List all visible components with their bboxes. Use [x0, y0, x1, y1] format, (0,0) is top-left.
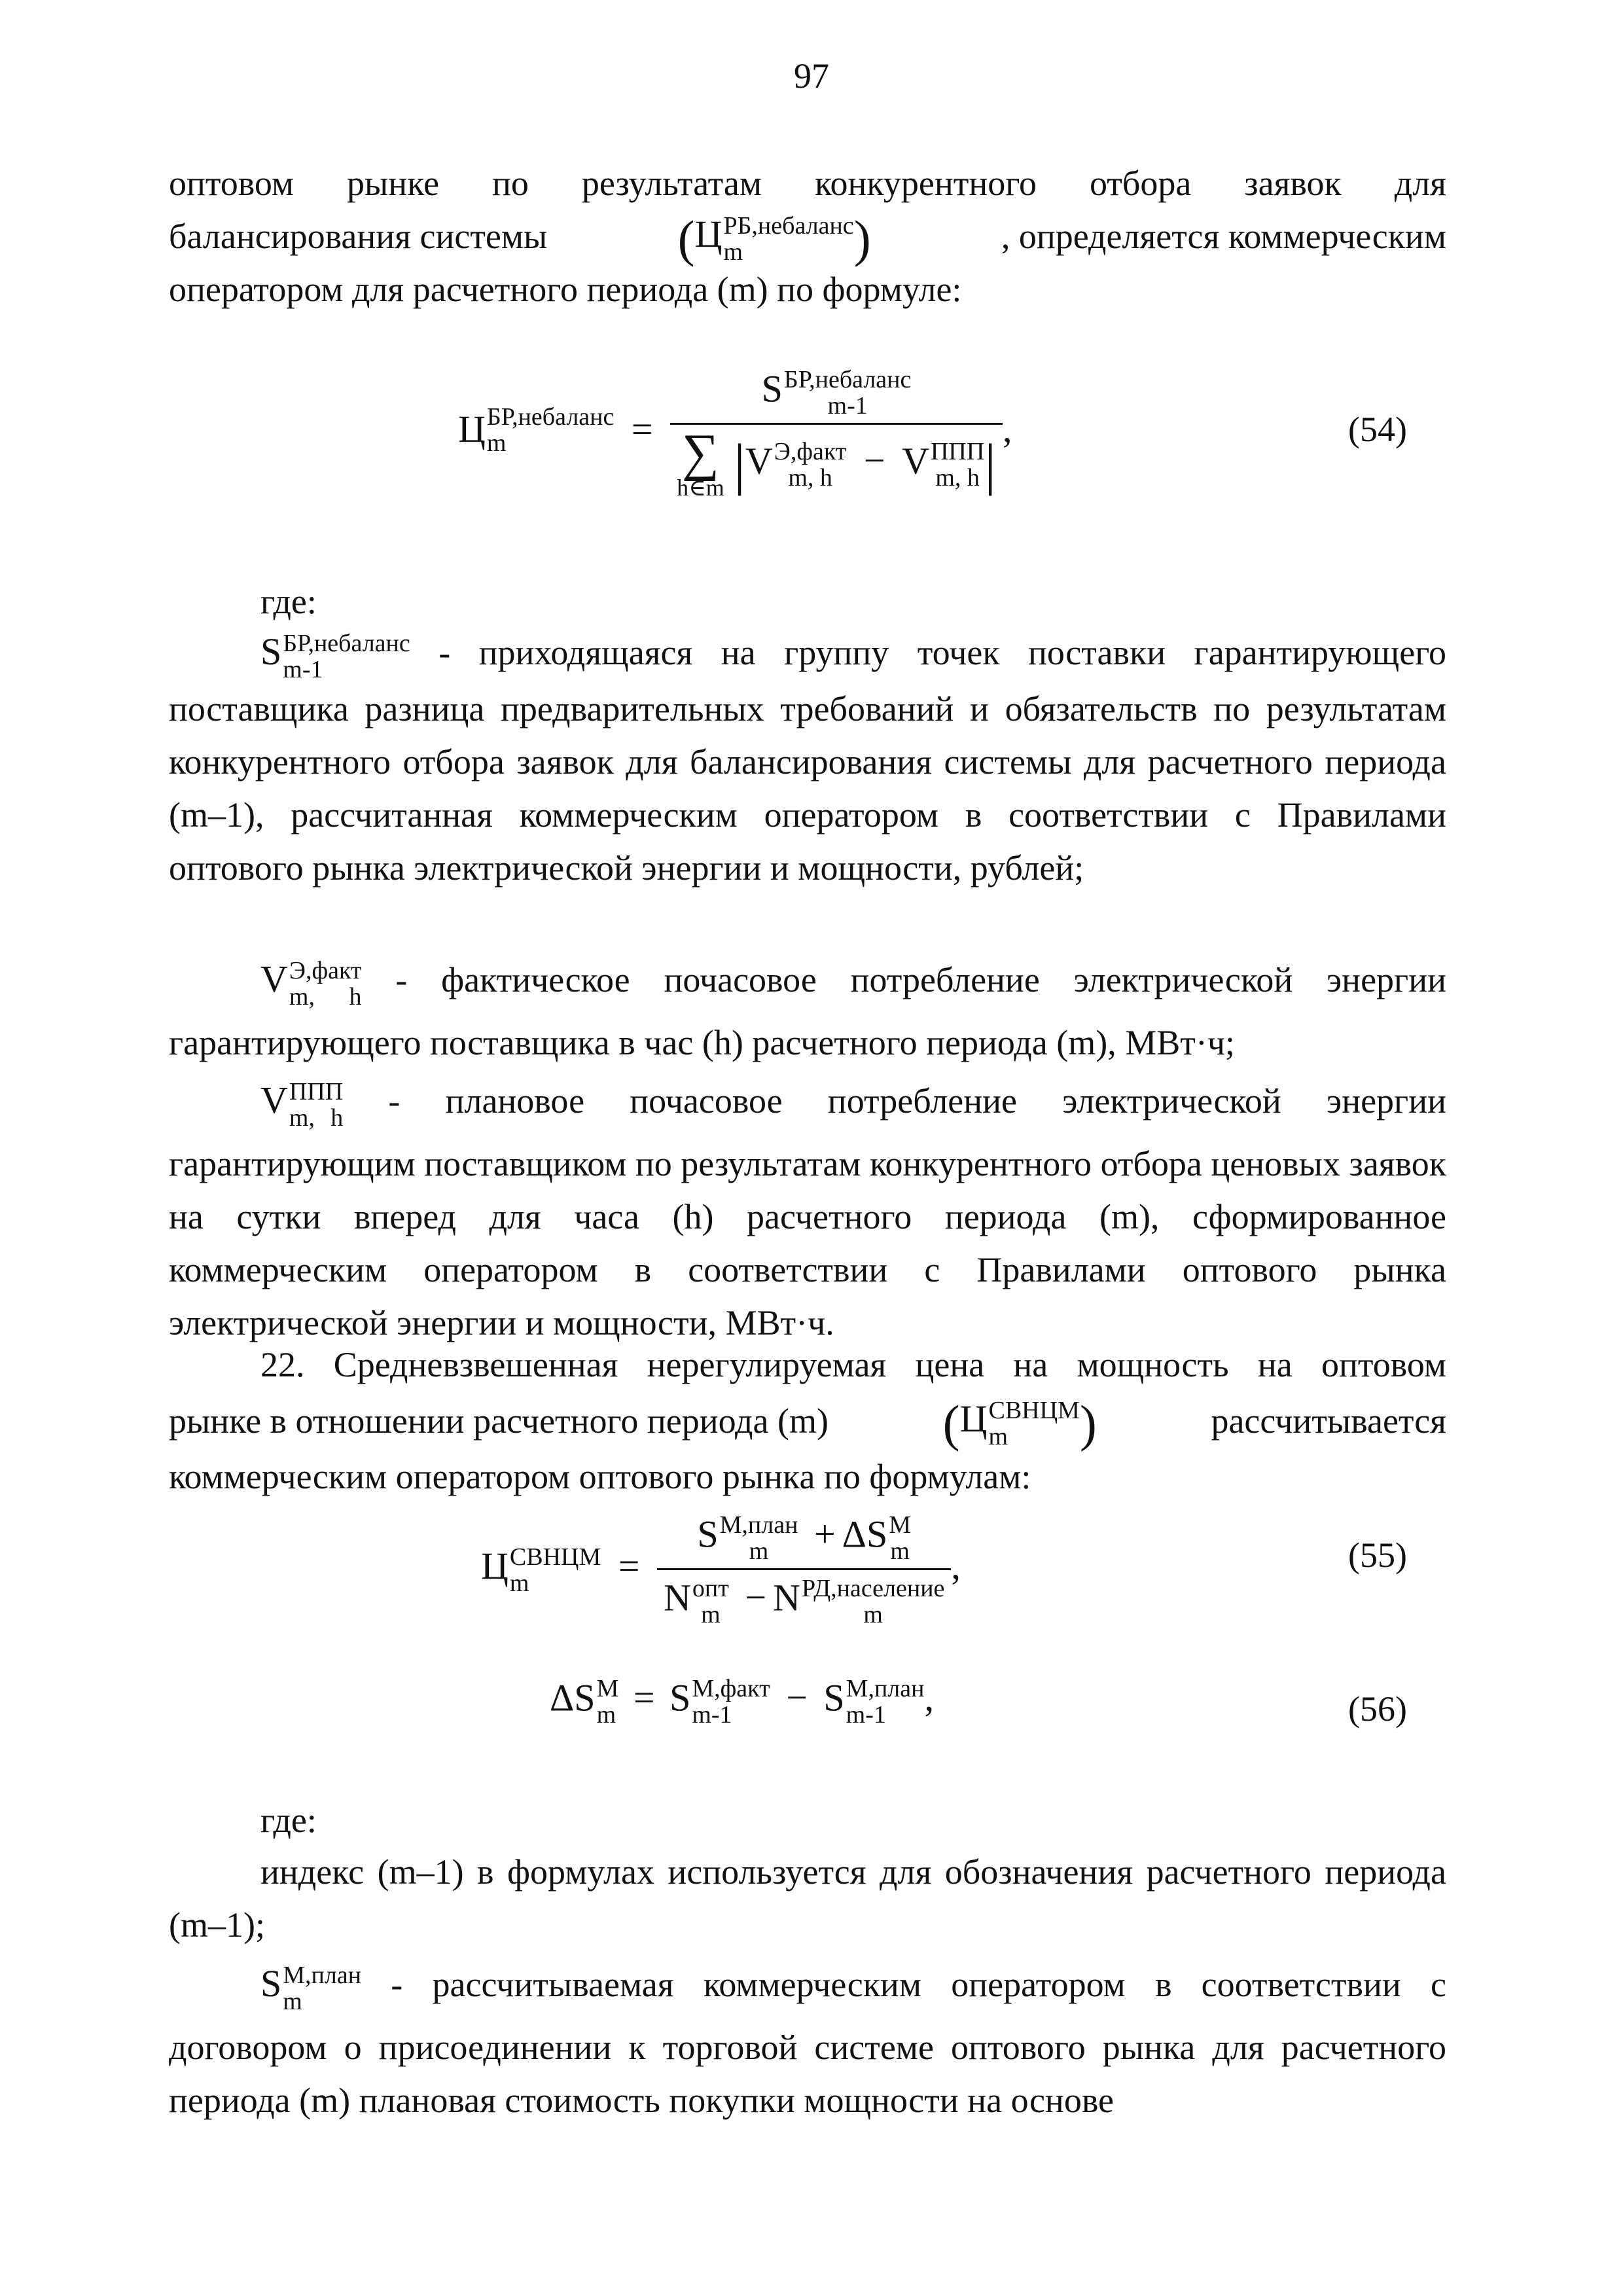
formula-55-number: (55)	[1348, 1535, 1407, 1575]
formula-56: ΔS М m = S М,факт m-1 − S М,план m-1 ,	[550, 1675, 934, 1729]
intro-line-2-start: балансирования системы	[169, 217, 548, 256]
intro-line-2	[169, 210, 1446, 268]
where-label-1: где:	[260, 582, 317, 621]
paragraph-22-line-2: рынке в отношении расчетного периода (m) (Ц СВНЦМ m ) рассчитывается	[169, 1391, 1446, 1450]
definition-v-ppp-rest: гарантирующим поставщиком по результатам конкурентного отбора ценовых заявок на сутки вперед для часа (h) расчетного периода (m), сформированное коммерческим оператором в соответствии с Правилами оптового рынка электрической энергии и мощности, МВт·ч.	[169, 1143, 1446, 1342]
formula-54-number: (54)	[1348, 410, 1407, 449]
definition-s-plan-rest: договором о присоединении к торговой системе оптового рынка для расчетного периода (m) плановая стоимость покупки мощности на основе	[169, 2027, 1446, 2120]
paragraph-22-line-1: 22. Средневзвешенная нерегулируемая цена на мощность на оптовом	[260, 1345, 1446, 1384]
definition-s-plan: S М,план m - рассчитываемая коммерческим оператором в соответствии с договором о присоединении к торговой системе оптового рынка для расчетного периода (m) плановая стоимость покупки мощности на основе	[169, 1957, 1446, 2127]
symbol-s-plan: S М,план m	[260, 1961, 362, 2015]
formula-55: Ц СВНЦМ m = S М,план m + ΔS М m N опт m − N РД,население m ,	[481, 1511, 961, 1628]
definition-s-br-rest: поставщика разница предварительных требований и обязательств по результатам конкурентного отбора заявок для балансирования системы для расчетного периода (m–1), рассчитанная коммерческим оператором в соответствии с Правилами оптового рынка электрической энергии и мощности, рублей;	[169, 689, 1446, 888]
formula-54-fraction: S БР,небаланс m-1 ∑ h∈m |V Э,факт m, h − V ППП m, h |	[670, 367, 1003, 499]
paragraph-22	[169, 1338, 1446, 1503]
intro-line-3: оператором для расчетного периода (m) по формуле:	[169, 270, 962, 309]
intro-line-2-end: , определяется коммерческим	[1001, 217, 1446, 256]
definition-s-br: S БР,небаланс m-1 - приходящаяся на группу точек поставки гарантирующего поставщика разница предварительных требований и обязательств по результатам конкурентного отбора заявок для балансирования системы для расчетного периода (m–1), рассчитанная коммерческим оператором в соответствии с Правилами оптового рынка электрической энергии и мощности, рублей;	[169, 625, 1446, 895]
paragraph-22-line-3: коммерческим оператором оптового рынка по формулам:	[169, 1457, 1031, 1496]
definition-v-fact-rest: гарантирующего поставщика в час (h) расчетного периода (m), МВт·ч;	[169, 1022, 1235, 1062]
where-label-2: где:	[260, 1801, 317, 1840]
definition-v-ppp: V ППП m, h - плановое почасовое потребление электрической энергии гарантирующим поставщиком по результатам конкурентного отбора ценовых заявок на сутки вперед для часа (h) расчетного периода (m), сформированное коммерческим оператором в соответствии с Правилами оптового рынка электрической энергии и мощности, МВт·ч.	[169, 1073, 1446, 1350]
symbol-v-fact: V Э,факт m, h	[260, 956, 362, 1011]
definition-v-fact: V Э,факт m, h - фактическое почасовое потребление электрической энергии гарантирующего поставщика в час (h) расчетного периода (m), МВт·ч;	[169, 952, 1446, 1069]
formula-56-number: (56)	[1348, 1689, 1407, 1729]
formula-54: Ц БР,небаланс m = S БР,небаланс m-1 ∑ h∈m |V Э,факт m, h − V ППП m, h | ,	[458, 366, 1012, 501]
page-number: 97	[794, 56, 829, 96]
symbol-v-ppp: V ППП m, h	[260, 1077, 344, 1132]
inline-formula-ts-rb: (Ц РБ,небаланс m )	[677, 210, 871, 268]
intro-paragraph	[169, 157, 1446, 316]
intro-line-1: оптовом рынке по результатам конкурентного отбора заявок для	[169, 164, 1446, 203]
inline-formula-ts-svntsm: (Ц СВНЦМ m )	[942, 1395, 1097, 1452]
definition-index: индекс (m–1) в формулах используется для обозначения расчетного периода (m–1);	[169, 1852, 1446, 1945]
symbol-s-br: S БР,небаланс m-1	[260, 629, 410, 683]
formula-55-fraction: S М,план m + ΔS М m N опт m − N РД,население m	[657, 1512, 951, 1628]
